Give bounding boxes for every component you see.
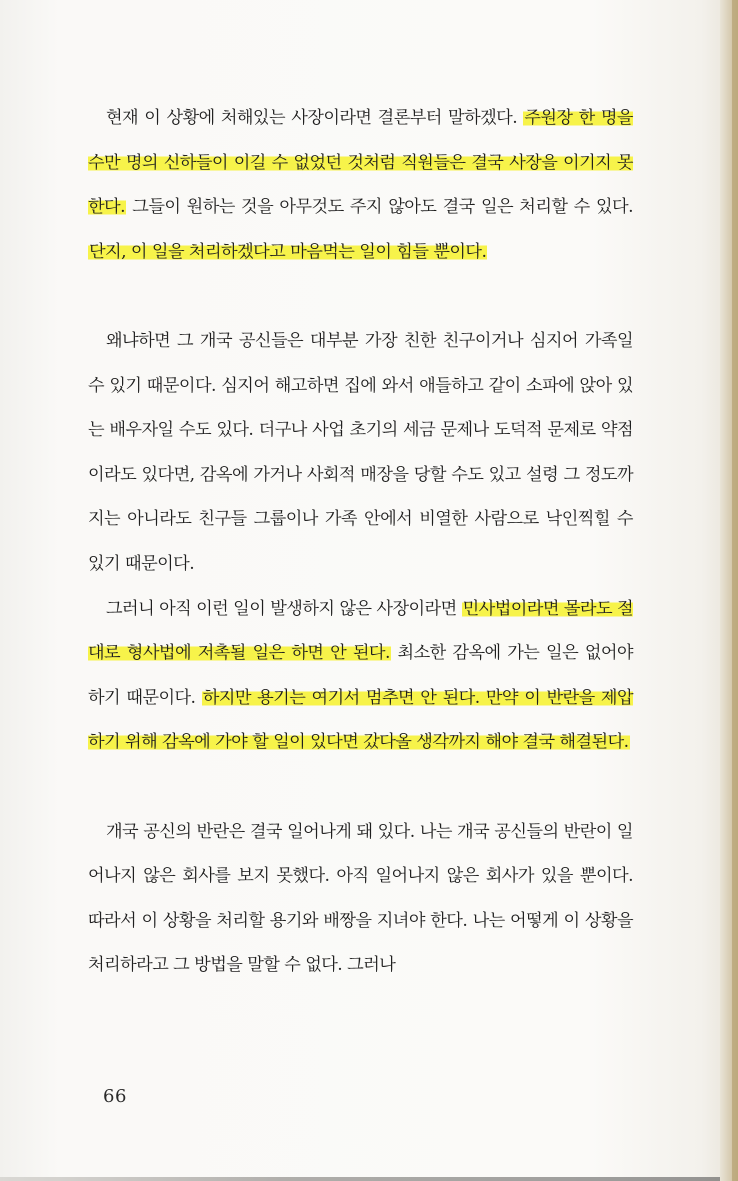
text-segment: 현재 이 상황에 처해있는 사장이라면 결론부터 말하겠다. — [106, 108, 524, 128]
highlighted-text: 하지만 용기는 여기서 멈추면 안 된다. 만약 이 반란을 제압하기 위해 감옥에 가야 할 일이 있다면 갔다올 생각까지 해야 결국 해결된다. — [88, 687, 634, 753]
page-edge-shadow — [732, 0, 738, 1181]
paragraph-2 — [88, 319, 633, 587]
page-bottom-edge — [0, 1177, 720, 1181]
text-segment: 개국 공신의 반란은 결국 일어나게 돼 있다. 나는 개국 공신들의 반란이 일어나지 않은 회사를 보지 못했다. 아직 일어나지 않은 회사가 있을 뿐이다. 따라서 이 상황을 처리할 용기와 배짱을 지녀야 한다. 나는 어떻게 이 상황을 처리하라고 그 방법을 말할 수 없다. 그러나 — [88, 821, 633, 976]
paragraph-1 — [88, 96, 633, 274]
text-segment: 그들이 원하는 것을 아무것도 주지 않아도 결국 일은 처리할 수 있다. — [126, 197, 633, 218]
text-segment: 그러니 아직 이런 일이 발생하지 않은 사장이라면 — [106, 598, 462, 619]
body-text — [88, 96, 633, 988]
text-segment: 최소한 감옥에 가는 일은 없어야 하기 때문이다. — [88, 643, 633, 708]
highlighted-text: 단지, 이 일을 처리하겠다고 마음먹는 일이 힘들 뿐이다. — [89, 241, 487, 262]
page-number: 66 — [103, 1086, 127, 1107]
paragraph-4 — [88, 810, 633, 988]
text-segment: 왜냐하면 그 개국 공신들은 대부분 가장 친한 친구이거나 심지어 가족일 수 있기 때문이다. 심지어 해고하면 집에 와서 애들하고 같이 소파에 앉아 있는 배우자일 수도 있다. 더구나 사업 초기의 세금 문제나 도덕적 문제로 약점이라도 있다면, 감옥에 가거나 사회적 매장을 당할 수도 있고 설령 그 정도까지는 아니라도 친구들 그룹이나 가족 안에서 비열한 사람으로 낙인찍힐 수 있기 때문이다. — [88, 330, 633, 574]
paragraph-3 — [88, 587, 633, 765]
highlighted-text: 주원장 한 명을 수만 명의 신하들이 이길 수 없었던 것처럼 직원들은 결국 사장을 이기지 못한다. — [88, 108, 633, 218]
highlighted-text: 민사법이라면 몰라도 절대로 형사법에 저촉될 일은 하면 안 된다. — [88, 598, 633, 664]
